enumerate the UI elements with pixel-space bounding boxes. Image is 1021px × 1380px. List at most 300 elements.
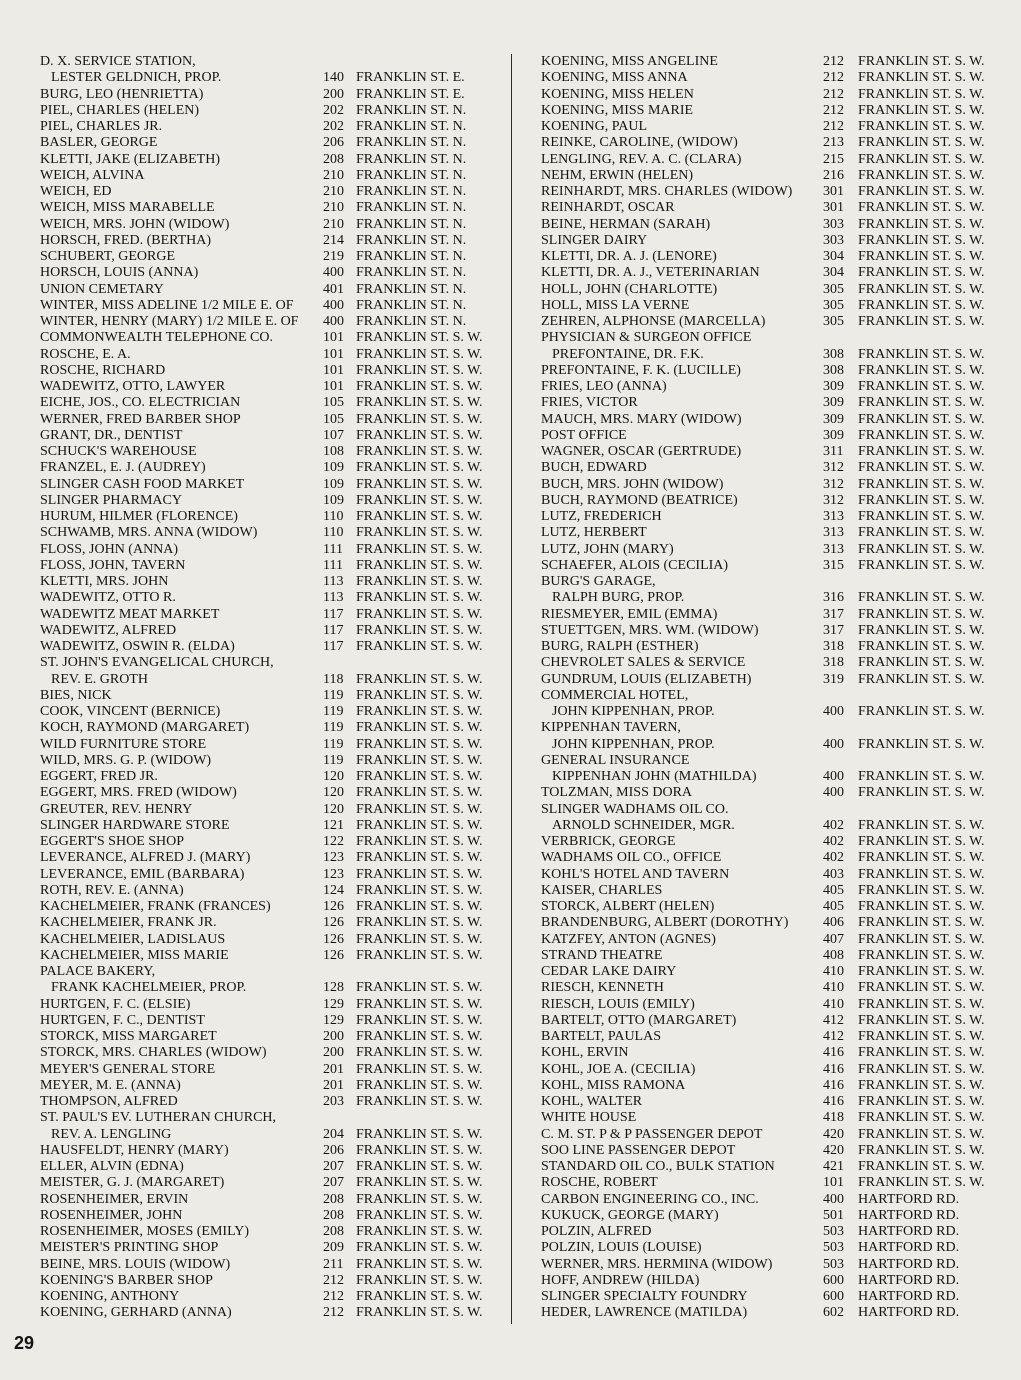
directory-entry <box>541 867 991 883</box>
entry-number: 401 <box>323 281 344 297</box>
directory-entry <box>40 1289 490 1305</box>
directory-entry <box>541 363 991 379</box>
entry-name: WADEWITZ, OTTO, LAWYER <box>40 379 226 394</box>
entry-street: FRANKLIN ST. S. W. <box>356 947 483 963</box>
directory-entry <box>40 1257 490 1273</box>
entry-number: 421 <box>823 1159 844 1174</box>
entry-street: FRANKLIN ST. S. W. <box>356 704 483 719</box>
entry-number: 219 <box>323 249 344 264</box>
entry-street: FRANKLIN ST. S. W. <box>356 736 483 752</box>
entry-name: GENERAL INSURANCE <box>541 752 690 768</box>
entry-street: FRANKLIN ST. S. W. <box>356 509 483 524</box>
entry-street: FRANKLIN ST. S. W. <box>858 492 985 508</box>
entry-street: FRANKLIN ST. S. W. <box>356 541 483 557</box>
entry-street: FRANKLIN ST. S. W. <box>356 850 483 866</box>
directory-entry <box>40 87 490 103</box>
entry-street: FRANKLIN ST. S. W. <box>858 1045 985 1061</box>
directory-entry <box>541 720 991 736</box>
directory-entry <box>40 379 490 395</box>
entry-number: 110 <box>323 509 344 524</box>
directory-entry <box>541 980 991 996</box>
entry-name: SLINGER PHARMACY <box>40 492 182 508</box>
entry-name: KLETTI, JAKE (ELIZABETH) <box>40 151 221 167</box>
entry-street: FRANKLIN ST. S. W. <box>356 427 483 443</box>
entry-street: FRANKLIN ST. S. W. <box>858 297 985 313</box>
directory-entry <box>541 1289 991 1305</box>
entry-number: 101 <box>323 362 344 378</box>
entry-street: FRANKLIN ST. S. W. <box>858 346 985 362</box>
entry-name: KAISER, CHARLES <box>541 882 663 898</box>
entry-name: JOHN KIPPENHAN, PROP. <box>552 704 715 719</box>
entry-number: 108 <box>323 444 344 459</box>
directory-entry <box>541 1159 991 1175</box>
entry-number: 109 <box>323 460 344 476</box>
entry-name: HORSCH, FRED. (BERTHA) <box>40 232 212 248</box>
entry-number: 402 <box>823 850 844 866</box>
entry-number: 129 <box>323 1012 344 1028</box>
entry-name: SLINGER HARDWARE STORE <box>40 817 230 833</box>
entry-street: FRANKLIN ST. S. W. <box>858 882 985 898</box>
directory-entry <box>541 1175 991 1191</box>
directory-entry <box>40 980 490 996</box>
entry-name: KOENING, MISS ANNA <box>541 70 688 86</box>
directory-entry <box>541 558 991 574</box>
entry-number: 308 <box>823 346 844 362</box>
entry-street: FRANKLIN ST. S. W. <box>858 1142 985 1158</box>
entry-number: 317 <box>823 606 844 622</box>
entry-street: FRANKLIN ST. N. <box>356 184 467 199</box>
entry-street: FRANKLIN ST. S. W. <box>356 525 483 541</box>
entry-name: KOENING, MISS ANGELINE <box>541 54 718 69</box>
entry-name: LESTER GELDNICH, PROP. <box>51 70 222 86</box>
entry-number: 309 <box>823 411 844 427</box>
entry-street: FRANKLIN ST. S. W. <box>356 1061 483 1077</box>
directory-entry <box>40 1078 490 1094</box>
entry-name: ARNOLD SCHNEIDER, MGR. <box>552 817 735 833</box>
entry-number: 304 <box>823 249 844 264</box>
entry-name: TOLZMAN, MISS DORA <box>541 785 693 801</box>
entry-number: 105 <box>323 395 344 411</box>
directory-entry <box>541 915 991 931</box>
directory-entry <box>40 1273 490 1289</box>
entry-number: 305 <box>823 297 844 313</box>
directory-entry <box>40 54 490 70</box>
entry-street: FRANKLIN ST. S. W. <box>858 541 985 557</box>
entry-street: FRANKLIN ST. S. W. <box>858 834 985 849</box>
entry-number: 216 <box>823 167 844 183</box>
entry-street: FRANKLIN ST. S. W. <box>858 151 985 167</box>
entry-street: FRANKLIN ST. S. W. <box>356 882 483 898</box>
entry-name: EGGERT'S SHOE SHOP <box>40 834 185 849</box>
entry-name: WEICH, MISS MARABELLE <box>40 200 215 216</box>
entry-name: KOHL'S HOTEL AND TAVERN <box>541 866 730 882</box>
directory-entry <box>541 997 991 1013</box>
directory-entry <box>40 639 490 655</box>
entry-number: 318 <box>823 655 844 671</box>
entry-street: FRANKLIN ST. S. W. <box>356 752 483 768</box>
entry-street: FRANKLIN ST. S. W. <box>356 1029 483 1044</box>
directory-entry <box>541 460 991 476</box>
entry-street: FRANKLIN ST. S. W. <box>858 1159 985 1174</box>
directory-entry <box>541 1029 991 1045</box>
directory-entry <box>40 184 490 200</box>
entry-street: HARTFORD RD. <box>858 1240 960 1256</box>
directory-entry <box>541 168 991 184</box>
directory-entry <box>541 850 991 866</box>
entry-street: FRANKLIN ST. N. <box>356 249 467 264</box>
entry-street: FRANKLIN ST. S. W. <box>356 1305 483 1321</box>
entry-street: FRANKLIN ST. S. W. <box>356 817 483 833</box>
directory-entry <box>40 477 490 493</box>
entry-name: MEYER, M. E. (ANNA) <box>40 1077 181 1093</box>
entry-number: 301 <box>823 200 844 216</box>
entry-name: ROSENHEIMER, JOHN <box>40 1207 183 1223</box>
entry-number: 316 <box>823 590 844 606</box>
directory-entry <box>40 915 490 931</box>
entry-number: 602 <box>823 1305 844 1321</box>
entry-number: 119 <box>323 720 344 736</box>
directory-entry <box>541 493 991 509</box>
entry-number: 101 <box>323 330 344 346</box>
entry-number: 126 <box>323 947 344 963</box>
entry-street: FRANKLIN ST. N. <box>356 297 467 313</box>
entry-street: FRANKLIN ST. N. <box>356 151 467 167</box>
entry-name: FRIES, VICTOR <box>541 395 638 411</box>
directory-entry <box>40 818 490 834</box>
directory-entry <box>541 899 991 915</box>
directory-entry <box>40 802 490 818</box>
directory-entry <box>40 655 490 671</box>
directory-entry <box>40 997 490 1013</box>
entry-street: FRANKLIN ST. S. W. <box>356 931 483 947</box>
entry-street: FRANKLIN ST. S. W. <box>356 1224 483 1239</box>
entry-street: HARTFORD RD. <box>858 1224 960 1239</box>
entry-number: 312 <box>823 476 844 492</box>
entry-name: WILD, MRS. G. P. (WIDOW) <box>40 752 212 768</box>
entry-name: HEDER, LAWRENCE (MATILDA) <box>541 1305 748 1321</box>
entry-street: FRANKLIN ST. S. W. <box>356 1142 483 1158</box>
directory-entry <box>40 688 490 704</box>
entry-name: WAGNER, OSCAR (GERTRUDE) <box>541 444 742 459</box>
entry-number: 212 <box>823 70 844 86</box>
entry-street: FRANKLIN ST. N. <box>356 119 467 134</box>
directory-entry <box>40 607 490 623</box>
directory-entry <box>541 87 991 103</box>
entry-street: FRANKLIN ST. S. W. <box>858 102 985 118</box>
directory-entry <box>541 103 991 119</box>
entry-name: BUCH, MRS. JOHN (WIDOW) <box>541 476 724 492</box>
directory-entry <box>40 525 490 541</box>
directory-entry <box>541 1078 991 1094</box>
directory-entry <box>541 200 991 216</box>
entry-name: WEICH, MRS. JOHN (WIDOW) <box>40 216 230 232</box>
directory-entry <box>541 964 991 980</box>
directory-entry <box>541 785 991 801</box>
entry-name: STORCK, ALBERT (HELEN) <box>541 899 715 914</box>
entry-name: SCHAEFER, ALOIS (CECILIA) <box>541 557 729 573</box>
directory-entry <box>541 233 991 249</box>
directory-entry <box>40 850 490 866</box>
entry-street: FRANKLIN ST. S. W. <box>858 379 985 394</box>
entry-street: FRANKLIN ST. N. <box>356 135 467 151</box>
entry-street: FRANKLIN ST. S. W. <box>356 687 483 703</box>
entry-number: 402 <box>823 834 844 849</box>
directory-entry <box>40 964 490 980</box>
entry-name: WERNER, FRED BARBER SHOP <box>40 411 241 427</box>
entry-name: BUCH, RAYMOND (BEATRICE) <box>541 492 738 508</box>
directory-entry <box>541 574 991 590</box>
entry-name: D. X. SERVICE STATION, <box>40 54 196 69</box>
entry-street: FRANKLIN ST. S. W. <box>356 1207 483 1223</box>
entry-name: FRIES, LEO (ANNA) <box>541 379 667 394</box>
entry-number: 105 <box>323 411 344 427</box>
directory-entry <box>40 152 490 168</box>
entry-number: 405 <box>823 882 844 898</box>
directory-entry <box>40 1159 490 1175</box>
entry-number: 214 <box>323 232 344 248</box>
entry-number: 416 <box>823 1094 844 1109</box>
entry-number: 400 <box>823 785 844 801</box>
entry-street: FRANKLIN ST. S. W. <box>356 346 483 362</box>
entry-street: FRANKLIN ST. S. W. <box>858 86 985 102</box>
entry-number: 301 <box>823 184 844 199</box>
entry-number: 208 <box>323 1207 344 1223</box>
entry-name: SCHUCK'S WAREHOUSE <box>40 444 197 459</box>
entry-number: 109 <box>323 476 344 492</box>
entry-street: HARTFORD RD. <box>858 1272 960 1288</box>
entry-name: KUKUCK, GEORGE (MARY) <box>541 1207 719 1223</box>
directory-entry <box>40 623 490 639</box>
entry-number: 313 <box>823 541 844 557</box>
entry-street: FRANKLIN ST. S. W. <box>858 996 985 1012</box>
entry-name: KACHELMEIER, FRANK (FRANCES) <box>40 899 271 914</box>
entry-street: FRANKLIN ST. S. W. <box>858 964 985 979</box>
entry-number: 400 <box>823 1191 844 1207</box>
entry-street: FRANKLIN ST. S. W. <box>356 980 483 996</box>
directory-entry <box>40 753 490 769</box>
entry-name: KOENING, MISS MARIE <box>541 102 694 118</box>
entry-number: 211 <box>323 1256 344 1272</box>
directory-entry <box>40 590 490 606</box>
directory-entry <box>40 899 490 915</box>
entry-number: 101 <box>323 346 344 362</box>
entry-street: FRANKLIN ST. S. W. <box>858 525 985 541</box>
entry-street: FRANKLIN ST. S. W. <box>356 444 483 459</box>
entry-name: KOENING, PAUL <box>541 119 648 134</box>
entry-number: 210 <box>323 200 344 216</box>
entry-street: FRANKLIN ST. S. W. <box>858 200 985 216</box>
entry-name: PHYSICIAN & SURGEON OFFICE <box>541 330 752 346</box>
entry-number: 119 <box>323 736 344 752</box>
entry-street: FRANKLIN ST. S. W. <box>356 834 483 849</box>
entry-street: FRANKLIN ST. S. W. <box>858 411 985 427</box>
entry-name: ELLER, ALVIN (EDNA) <box>40 1159 184 1174</box>
directory-entry <box>541 135 991 151</box>
entry-name: REINHARDT, OSCAR <box>541 200 675 216</box>
entry-name: WERNER, MRS. HERMINA (WIDOW) <box>541 1256 773 1272</box>
directory-entry <box>541 1094 991 1110</box>
entry-name: BARTELT, OTTO (MARGARET) <box>541 1012 737 1028</box>
entry-number: 206 <box>323 1142 344 1158</box>
directory-entry <box>541 1305 991 1321</box>
entry-name: STANDARD OIL CO., BULK STATION <box>541 1159 775 1174</box>
right-column <box>541 54 991 1322</box>
entry-street: FRANKLIN ST. S. W. <box>356 1126 483 1142</box>
entry-name: ROSCHE, RICHARD <box>40 362 166 378</box>
entry-name: CARBON ENGINEERING CO., INC. <box>541 1191 759 1207</box>
entry-number: 110 <box>323 525 344 541</box>
directory-entry <box>40 785 490 801</box>
entry-name: STORCK, MRS. CHARLES (WIDOW) <box>40 1045 267 1061</box>
directory-entry <box>40 883 490 899</box>
entry-street: FRANKLIN ST. S. W. <box>858 232 985 248</box>
directory-entry <box>541 54 991 70</box>
entry-name: ROSENHEIMER, ERVIN <box>40 1191 189 1207</box>
entry-name: KACHELMEIER, FRANK JR. <box>40 915 217 931</box>
entry-name: SOO LINE PASSENGER DEPOT <box>541 1142 736 1158</box>
entry-street: FRANKLIN ST. S. W. <box>858 671 985 687</box>
entry-name: EICHE, JOS., CO. ELECTRICIAN <box>40 395 241 411</box>
entry-name: CEDAR LAKE DAIRY <box>541 964 677 979</box>
entry-number: 203 <box>323 1094 344 1109</box>
entry-name: MEISTER, G. J. (MARGARET) <box>40 1175 225 1191</box>
entry-number: 113 <box>323 574 344 589</box>
entry-name: JOHN KIPPENHAN, PROP. <box>552 736 715 752</box>
entry-number: 120 <box>323 801 344 817</box>
entry-name: HOFF, ANDREW (HILDA) <box>541 1272 700 1288</box>
entry-number: 202 <box>323 119 344 134</box>
entry-name: CHEVROLET SALES & SERVICE <box>541 655 746 671</box>
entry-street: FRANKLIN ST. S. W. <box>858 947 985 963</box>
entry-name: BURG'S GARAGE, <box>541 574 656 589</box>
entry-number: 503 <box>823 1256 844 1272</box>
entry-name: ROSCHE, E. A. <box>40 346 131 362</box>
entry-number: 311 <box>823 444 844 459</box>
entry-name: WEICH, ED <box>40 184 112 199</box>
entry-name: SCHUBERT, GEORGE <box>40 249 176 264</box>
entry-street: FRANKLIN ST. S. W. <box>858 509 985 524</box>
entry-number: 208 <box>323 1191 344 1207</box>
entry-number: 202 <box>323 102 344 118</box>
entry-number: 126 <box>323 899 344 914</box>
entry-street: HARTFORD RD. <box>858 1191 960 1207</box>
entry-name: BIES, NICK <box>40 687 112 703</box>
entry-name: FLOSS, JOHN, TAVERN <box>40 557 186 573</box>
entry-street: FRANKLIN ST. S. W. <box>356 379 483 394</box>
entry-name: EGGERT, MRS. FRED (WIDOW) <box>40 785 237 801</box>
entry-street: FRANKLIN ST. S. W. <box>858 817 985 833</box>
entry-name: PALACE BAKERY, <box>40 964 156 979</box>
entry-street: FRANKLIN ST. S. W. <box>356 622 483 638</box>
entry-name: SCHWAMB, MRS. ANNA (WIDOW) <box>40 525 258 541</box>
entry-street: FRANKLIN ST. S. W. <box>858 606 985 622</box>
entry-name: LEVERANCE, ALFRED J. (MARY) <box>40 850 251 866</box>
directory-entry <box>541 737 991 753</box>
entry-name: KIPPENHAN TAVERN, <box>541 720 681 736</box>
entry-number: 405 <box>823 899 844 914</box>
entry-number: 317 <box>823 622 844 638</box>
entry-number: 212 <box>823 119 844 134</box>
directory-entry <box>40 509 490 525</box>
entry-name: WINTER, MISS ADELINE 1/2 MILE E. OF <box>40 297 294 313</box>
directory-entry <box>541 883 991 899</box>
entry-name: LUTZ, FREDERICH <box>541 509 662 524</box>
entry-name: MEISTER'S PRINTING SHOP <box>40 1240 219 1256</box>
entry-number: 119 <box>323 704 344 719</box>
entry-number: 210 <box>323 216 344 232</box>
directory-entry <box>40 200 490 216</box>
entry-name: THOMPSON, ALFRED <box>40 1094 178 1109</box>
entry-street: FRANKLIN ST. S. W. <box>356 1012 483 1028</box>
entry-number: 126 <box>323 915 344 931</box>
entry-street: FRANKLIN ST. S. W. <box>356 720 483 736</box>
entry-street: FRANKLIN ST. S. W. <box>858 1126 985 1142</box>
entry-street: FRANKLIN ST. S. W. <box>356 590 483 606</box>
directory-entry <box>541 395 991 411</box>
entry-name: KOENING, MISS HELEN <box>541 86 694 102</box>
directory-entry <box>541 655 991 671</box>
directory-entry <box>40 1240 490 1256</box>
directory-entry <box>541 639 991 655</box>
directory-entry <box>541 1013 991 1029</box>
entry-street: FRANKLIN ST. S. W. <box>858 427 985 443</box>
entry-name: WEICH, ALVINA <box>40 167 145 183</box>
entry-name: WHITE HOUSE <box>541 1110 637 1126</box>
entry-number: 200 <box>323 86 344 102</box>
entry-street: HARTFORD RD. <box>858 1256 960 1272</box>
directory-entry <box>40 672 490 688</box>
directory-entry <box>541 249 991 265</box>
entry-number: 503 <box>823 1224 844 1239</box>
entry-name: HAUSFELDT, HENRY (MARY) <box>40 1142 229 1158</box>
directory-entry <box>40 363 490 379</box>
entry-street: FRANKLIN ST. S. W. <box>858 1175 985 1191</box>
entry-street: FRANKLIN ST. S. W. <box>356 639 483 654</box>
directory-entry <box>541 1192 991 1208</box>
directory-entry <box>40 265 490 281</box>
entry-street: FRANKLIN ST. S. W. <box>356 866 483 882</box>
entry-name: WADHAMS OIL CO., OFFICE <box>541 850 722 866</box>
entry-name: BURG, LEO (HENRIETTA) <box>40 86 204 102</box>
entry-street: FRANKLIN ST. S. W. <box>858 476 985 492</box>
directory-entry <box>40 1305 490 1321</box>
directory-entry <box>541 948 991 964</box>
directory-entry <box>40 444 490 460</box>
directory-entry <box>541 1110 991 1126</box>
entry-street: FRANKLIN ST. S. W. <box>858 249 985 264</box>
entry-name: HURTGEN, F. C., DENTIST <box>40 1012 205 1028</box>
directory-entry <box>40 574 490 590</box>
entry-number: 213 <box>823 135 844 151</box>
entry-street: FRANKLIN ST. S. W. <box>858 1094 985 1109</box>
entry-name: PREFONTAINE, F. K. (LUCILLE) <box>541 362 741 378</box>
entry-name: KACHELMEIER, LADISLAUS <box>40 931 226 947</box>
entry-number: 201 <box>323 1061 344 1077</box>
directory-entry <box>541 1127 991 1143</box>
directory-entry <box>40 70 490 86</box>
entry-name: UNION CEMETARY <box>40 281 164 297</box>
entry-number: 128 <box>323 980 344 996</box>
entry-name: ROSCHE, ROBERT <box>541 1175 658 1191</box>
entry-name: HURTGEN, F. C. (ELSIE) <box>40 996 191 1012</box>
directory-entry <box>40 428 490 444</box>
entry-name: BURG, RALPH (ESTHER) <box>541 639 699 654</box>
entry-street: FRANKLIN ST. S. W. <box>858 167 985 183</box>
entry-name: HOLL, MISS LA VERNE <box>541 297 690 313</box>
entry-name: POST OFFICE <box>541 427 627 443</box>
entry-number: 501 <box>823 1207 844 1223</box>
entry-number: 123 <box>323 866 344 882</box>
